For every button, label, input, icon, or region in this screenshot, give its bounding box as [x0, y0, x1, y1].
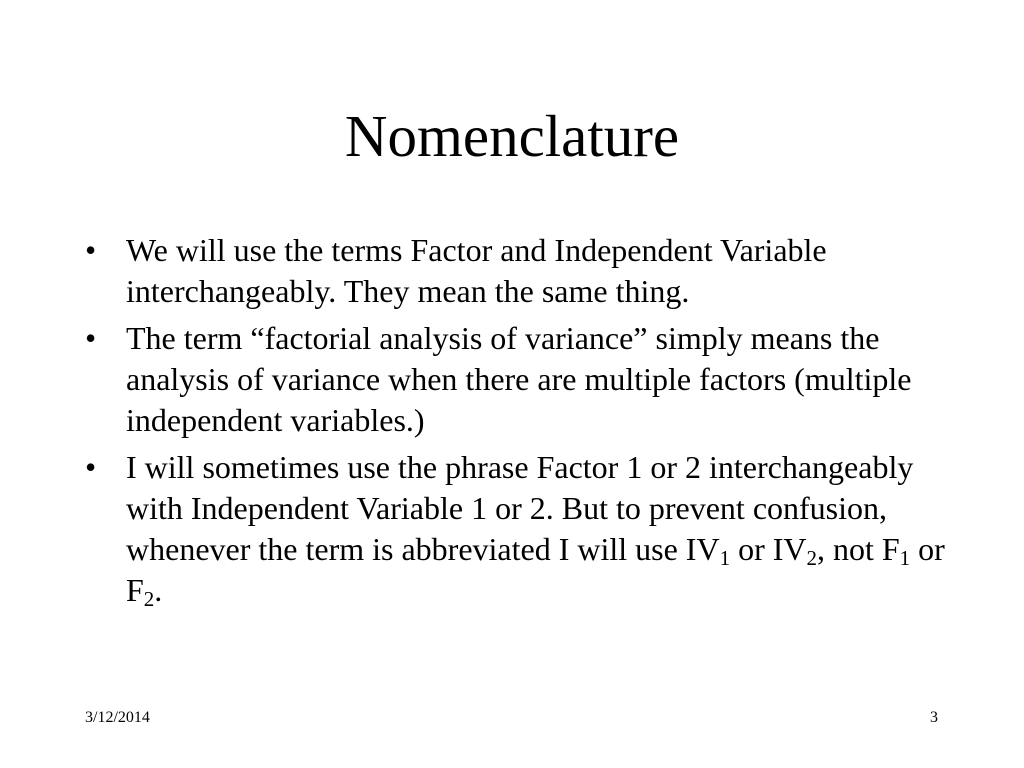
slide-title: Nomenclature [344, 103, 680, 169]
bullet-marker: • [85, 232, 97, 268]
connector-not: , not [816, 531, 882, 567]
bullet-text [126, 449, 945, 611]
subscript-one: 1 [719, 546, 731, 570]
bullet-text-start: I will sometimes use the phrase Factor 1 or 2 interchangeably with Independent Variable 1 or 2. But to prevent confusion, whenever the term is abbreviated I will use [126, 449, 914, 567]
connector-or: or [730, 531, 773, 567]
f-abbrev: F [126, 572, 144, 608]
bullet-item [85, 230, 945, 312]
f-abbrev: F [881, 531, 900, 567]
subscript-two: 2 [806, 546, 817, 570]
bullet-text: The term “factorial analysis of variance” simply means the analysis of variance when there are multiple factors (multiple independent variables.) [126, 320, 912, 438]
connector-or: or [910, 531, 945, 567]
bullet-item [85, 447, 945, 611]
sentence-end: . [154, 572, 163, 608]
subscript-one: 1 [899, 546, 911, 570]
iv-abbrev: IV [772, 531, 807, 567]
page-number: 3 [930, 709, 938, 726]
bullet-list [85, 230, 945, 617]
bullet-marker: • [85, 449, 97, 485]
bullet-item [85, 318, 945, 441]
footer-date: 3/12/2014 [85, 709, 150, 726]
iv-abbrev: IV [685, 531, 720, 567]
subscript-two: 2 [143, 587, 155, 611]
bullet-marker: • [85, 320, 97, 356]
bullet-text: We will use the terms Factor and Independent Variable interchangeably. They mean the same thing. [126, 232, 827, 309]
